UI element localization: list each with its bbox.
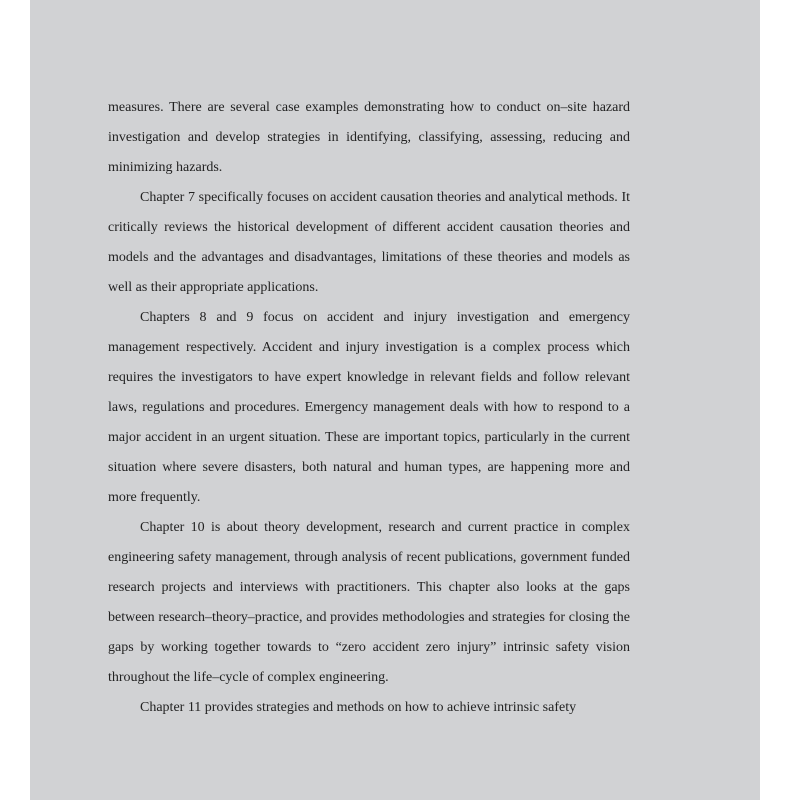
book-page [30,0,760,800]
paragraph-chapter-10: Chapter 10 is about theory development, research and current practice in complex engineering safety management, through analysis of recent publications, government funded research projects and interviews with practitioners. This chapter also looks at the gaps between research–theory–practice, and provides methodologies and strategies for closing the gaps by working together towards to “zero accident zero injury” intrinsic safety vision throughout the life–cycle of complex engineering. [108,520,630,685]
body-text [108,93,630,723]
paragraph-measures: measures. There are several case examples demonstrating how to conduct on–site hazard investigation and develop strategies in identifying, classifying, assessing, reducing and minimizing hazards. [108,100,630,175]
paragraph-chapters-8-9: Chapters 8 and 9 focus on accident and injury investigation and emergency management respectively. Accident and injury investigation is a complex process which requires the investigators to have expert knowledge in relevant fields and follow relevant laws, regulations and procedures. Emergency management deals with how to respond to a major accident in an urgent situation. These are important topics, particularly in the current situation where severe disasters, both natural and human types, are happening more and more frequently. [108,310,630,505]
paragraph-chapter-11: Chapter 11 provides strategies and methods on how to achieve intrinsic safety [140,700,577,715]
paragraph-chapter-7: Chapter 7 specifically focuses on accident causation theories and analytical methods. It critically reviews the historical development of different accident causation theories and models and the advantages and disadvantages, limitations of these theories and models as well as their appropriate applications. [108,190,630,295]
